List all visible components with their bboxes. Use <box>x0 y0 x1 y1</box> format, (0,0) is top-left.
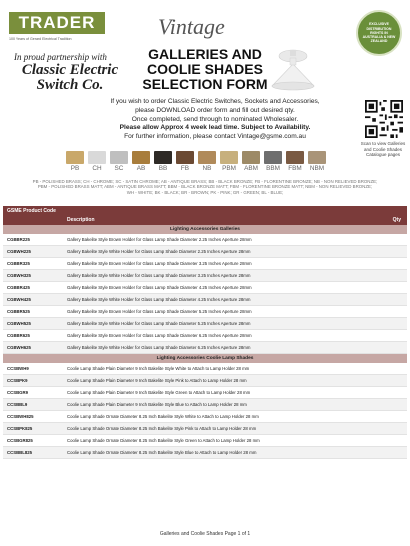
product-description: Gallery Bakelite Style Brown Holder for Glass Lamp Shade Diameter 2.25 Inches Aperture 28mm <box>67 237 252 242</box>
finish-swatch <box>286 151 304 172</box>
swatch-chip <box>264 151 282 164</box>
finish-legend <box>4 179 406 195</box>
product-code: CGBBR225 <box>7 237 30 242</box>
qty-field[interactable] <box>373 284 403 292</box>
swatch-label: FBM <box>288 165 302 172</box>
product-description: Gallery Bakelite Style Brown Holder for Glass Lamp Shade Diameter 4.25 Inches Aperture 28mm <box>67 285 252 290</box>
product-code: CCSBGR825 <box>7 438 33 443</box>
product-description: Coolie Lamp Shade Ornate Diameter 8.25 Inch Bakelite Style Green to Attach to Lamp Holder 28 mm <box>67 438 260 443</box>
legend-line: PB - POLISHED BRASS; CH - CHROME; SC - SATIN CHROME; AB - ANTIQUE BRASS; BB - BLACK BRONZE; FB - FLORENTINE BRONZE; NB - NON RELIEVED BRONZE; <box>32 179 378 184</box>
legend-line: PBM - POLISHED BRASS MATT; ABM - ANTIQUE BRASS MATT; BBM - BLACK BRONZE MATT; FBM - FLORENTINE BRONZE MATT; NBM - NON RELIEVED BRONZE; <box>37 184 373 190</box>
swatch-chip <box>154 151 172 164</box>
swatch-label: CH <box>92 165 102 172</box>
qty-field[interactable] <box>373 413 403 421</box>
order-table <box>3 206 407 459</box>
product-description: Gallery Bakelite Style White Holder for Glass Lamp Shade Diameter 3.25 Inches Aperture 28mm <box>67 273 251 278</box>
qty-field[interactable] <box>373 425 403 433</box>
finish-swatch <box>264 151 282 172</box>
qty-field[interactable] <box>373 236 403 244</box>
swatch-chip <box>66 151 84 164</box>
swatch-label: ABM <box>244 165 258 172</box>
qty-field[interactable] <box>373 332 403 340</box>
product-code: CGBWH225 <box>7 249 31 254</box>
product-code: CCSBBL825 <box>7 450 33 455</box>
trader-logo: TRADER <box>9 12 105 34</box>
table-header <box>3 206 407 225</box>
instruction-line: Once completed, send through to nominated Wholesaler. <box>131 115 299 123</box>
swatch-chip <box>242 151 260 164</box>
coolie-shade-image <box>268 42 318 94</box>
qty-field[interactable] <box>373 260 403 268</box>
badge-text: EXCLUSIVE DISTRIBUTION RIGHTS IN AUSTRALIA & NEW ZEALAND <box>362 22 396 44</box>
swatch-label: BBM <box>266 165 280 172</box>
finish-swatch <box>198 151 216 172</box>
table-row <box>3 447 407 459</box>
product-description: Gallery Bakelite Style Brown Holder for Glass Lamp Shade Diameter 6.25 Inches Aperture 28mm <box>67 333 252 338</box>
form-title: GALLERIES AND COOLIE SHADES SELECTION FORM <box>142 46 268 92</box>
section-header-galleries: Lighting Accessories Galleries <box>3 225 407 234</box>
table-row <box>3 399 407 411</box>
swatch-label: BB <box>158 165 168 172</box>
table-row <box>3 246 407 258</box>
collection-title: Vintage <box>158 14 225 39</box>
finish-swatch <box>308 151 326 172</box>
product-description: Gallery Bakelite Style White Holder for Glass Lamp Shade Diameter 4.25 Inches Aperture 28mm <box>67 297 251 302</box>
qty-field[interactable] <box>373 365 403 373</box>
swatch-chip <box>198 151 216 164</box>
table-row <box>3 423 407 435</box>
product-description: Coolie Lamp Shade Ornate Diameter 8.25 Inch Bakelite Style White to Attach to Lamp Holder 28 mm <box>67 414 259 419</box>
product-code: CCSBPK825 <box>7 426 33 431</box>
table-row <box>3 387 407 399</box>
table-row <box>3 306 407 318</box>
product-code: CGBBR625 <box>7 333 30 338</box>
finish-swatch <box>110 151 128 172</box>
product-description: Coolie Lamp Shade Plain Diameter 9 Inch Bakelite Style White to Attach to Lamp Holder 28 mm <box>67 366 250 371</box>
product-description: Coolie Lamp Shade Ornate Diameter 8.25 Inch Bakelite Style Blue to Attach to Lamp Holder 28 mm <box>67 450 257 455</box>
page-footer: Galleries and Coolie Shades Page 1 of 1 <box>159 531 251 537</box>
column-header-description: Description <box>67 217 95 223</box>
swatch-chip <box>132 151 150 164</box>
column-header-qty: Qty <box>392 217 401 223</box>
partnership-text: In proud partnership with <box>14 52 107 62</box>
qty-field[interactable] <box>373 344 403 352</box>
instructions <box>80 98 350 142</box>
swatch-label: FB <box>180 165 190 172</box>
distribution-badge <box>356 10 402 56</box>
qr-caption: Scan to view Galleries and Coolie Shades Catalogue pages <box>360 141 406 157</box>
product-code: CCSBBL9 <box>7 402 28 407</box>
product-code: CGBWH325 <box>7 273 31 278</box>
finish-swatches <box>66 151 326 172</box>
column-header-code: GSME Product Code <box>7 208 56 214</box>
qty-field[interactable] <box>373 437 403 445</box>
swatch-chip <box>88 151 106 164</box>
swatch-chip <box>110 151 128 164</box>
qty-field[interactable] <box>373 272 403 280</box>
qty-field[interactable] <box>373 296 403 304</box>
product-code: CCSBWH9 <box>7 366 29 371</box>
swatch-label: NB <box>202 165 212 172</box>
finish-swatch <box>154 151 172 172</box>
product-description: Gallery Bakelite Style White Holder for Glass Lamp Shade Diameter 6.25 Inches Aperture 28mm <box>67 345 251 350</box>
product-code: CGBBR425 <box>7 285 30 290</box>
legend-line: WH - WHITE; BK - BLACK; BR - BROWN; PK - PINK; GR - GREEN; BL - BLUE; <box>126 189 284 195</box>
product-description: Gallery Bakelite Style Brown Holder for Glass Lamp Shade Diameter 5.25 Inches Aperture 28mm <box>67 309 252 314</box>
section-header-coolie-shades: Lighting Accessories Coolie Lamp Shades <box>3 354 407 363</box>
table-row <box>3 330 407 342</box>
swatch-label: PBM <box>222 165 236 172</box>
instruction-line: If you wish to order Classic Electric Switches, Sockets and Accessories, <box>110 98 320 105</box>
table-row <box>3 411 407 423</box>
swatch-label: SC <box>114 165 124 172</box>
product-description: Gallery Bakelite Style Brown Holder for Glass Lamp Shade Diameter 3.25 Inches Aperture 28mm <box>67 261 252 266</box>
swatch-label: AB <box>136 165 146 172</box>
qty-field[interactable] <box>373 389 403 397</box>
swatch-label: PB <box>70 165 80 172</box>
lead-time-notice: Please allow Approx 4 week lead time. Subject to Availability. <box>119 124 311 132</box>
qty-field[interactable] <box>373 449 403 457</box>
product-description: Coolie Lamp Shade Ornate Diameter 8.25 Inch Bakelite Style Pink to Attach to Lamp Holder 28 mm <box>67 426 257 431</box>
brand-name: Classic Electric Switch Co. <box>21 62 119 93</box>
table-row <box>3 363 407 375</box>
qr-code[interactable] <box>365 100 403 138</box>
table-row <box>3 375 407 387</box>
qty-field[interactable] <box>373 320 403 328</box>
product-code: CGBBR525 <box>7 309 30 314</box>
swatch-chip <box>220 151 238 164</box>
finish-swatch <box>132 151 150 172</box>
swatch-chip <box>308 151 326 164</box>
logo-tagline: 100 Years of Gerard Electrical Tradition <box>9 37 72 41</box>
table-row <box>3 435 407 447</box>
finish-swatch <box>220 151 238 172</box>
table-row <box>3 234 407 246</box>
product-description: Gallery Bakelite Style White Holder for Glass Lamp Shade Diameter 5.25 Inches Aperture 28mm <box>67 321 251 326</box>
table-row <box>3 282 407 294</box>
qty-field[interactable] <box>373 248 403 256</box>
product-code: CCSBPK9 <box>7 378 28 383</box>
product-code: CGBWH525 <box>7 321 31 326</box>
qty-field[interactable] <box>373 377 403 385</box>
table-row <box>3 294 407 306</box>
product-description: Coolie Lamp Shade Plain Diameter 9 Inch Bakelite Style Green to Attach to Lamp Holder 28 mm <box>67 390 251 395</box>
qty-field[interactable] <box>373 308 403 316</box>
finish-swatch <box>66 151 84 172</box>
finish-swatch <box>242 151 260 172</box>
swatch-label: NBM <box>309 165 325 172</box>
product-description: Gallery Bakelite Style White Holder for Glass Lamp Shade Diameter 2.25 Inches Aperture 28mm <box>67 249 251 254</box>
product-description: Coolie Lamp Shade Plain Diameter 9 Inch Bakelite Style Pink to Attach to Lamp Holder 28 mm <box>67 378 247 383</box>
product-description: Coolie Lamp Shade Plain Diameter 9 Inch Bakelite Style Blue to Attach to Lamp Holder 28 mm <box>67 402 247 407</box>
product-code: CGBWH425 <box>7 297 31 302</box>
product-code: CCSBWH825 <box>7 414 34 419</box>
table-row <box>3 258 407 270</box>
table-row <box>3 342 407 354</box>
contact-line[interactable]: For further information, please contact Vintage@gsme.com.au <box>124 133 306 141</box>
finish-swatch <box>88 151 106 172</box>
table-row <box>3 270 407 282</box>
product-code: CGBBR325 <box>7 261 30 266</box>
swatch-chip <box>176 151 194 164</box>
instruction-line: please DOWNLOAD order form and fill out desired qty. <box>135 106 295 114</box>
finish-swatch <box>176 151 194 172</box>
table-row <box>3 318 407 330</box>
product-code: CGBWH625 <box>7 345 31 350</box>
qty-field[interactable] <box>373 401 403 409</box>
swatch-chip <box>286 151 304 164</box>
product-code: CCSBGR9 <box>7 390 29 395</box>
